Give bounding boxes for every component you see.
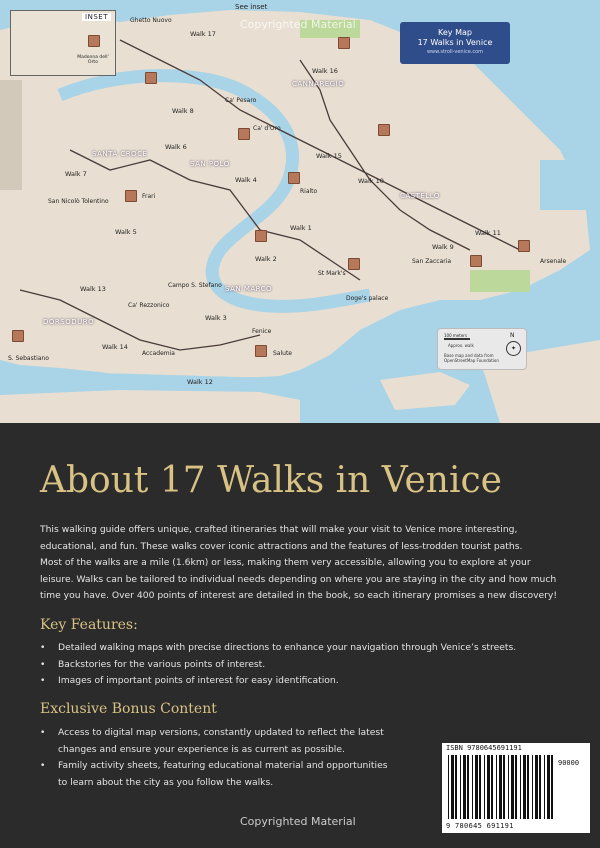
district-label: SAN POLO xyxy=(190,160,230,168)
walk-label: Walk 1 xyxy=(290,224,312,232)
place-label: Doge's palace xyxy=(346,295,389,302)
barcode-digits: 9 780645 691191 xyxy=(446,822,514,830)
barcode-bar xyxy=(508,755,509,819)
barcode-bar xyxy=(460,755,461,819)
walk-label: Walk 13 xyxy=(80,285,106,293)
barcode-bar xyxy=(503,755,505,819)
place-label: Campo S. Stefano xyxy=(168,282,222,289)
place-label: Salute xyxy=(273,350,292,357)
palace-icon xyxy=(145,72,157,84)
barcode-bar xyxy=(496,755,497,819)
list-item: • Images of important points of interest for easy identification. xyxy=(40,673,516,690)
barcode-bar xyxy=(535,755,538,819)
barcode-bar xyxy=(479,755,481,819)
barcode-bar xyxy=(487,755,490,819)
barcode-bar xyxy=(551,755,553,819)
place-label: Accademia xyxy=(142,350,175,357)
bonus-content-title: Exclusive Bonus Content xyxy=(40,701,217,717)
place-label: Rialto xyxy=(300,188,318,195)
walk-label: Walk 11 xyxy=(475,229,501,237)
walk-label: Walk 12 xyxy=(187,378,213,386)
walk-label: Walk 16 xyxy=(312,67,338,75)
barcode-bar xyxy=(448,755,449,819)
key-map-url: www.stroll-venice.com xyxy=(426,49,484,55)
price-code: 90000 xyxy=(558,759,580,767)
gate-icon xyxy=(518,240,530,252)
see-inset-label: See inset xyxy=(235,3,268,11)
list-item xyxy=(40,725,388,758)
inset-map xyxy=(10,10,116,76)
isbn-text: ISBN 9780645691191 xyxy=(446,744,522,752)
barcode-bar xyxy=(520,755,521,819)
isbn-barcode xyxy=(442,743,590,833)
intro-line: educational, and fun. These walks cover iconic attractions and the features of less-trodden tourist paths. xyxy=(40,540,523,552)
palace-icon xyxy=(238,128,250,140)
list-item-line: • Family activity sheets, featuring educational material and opportunities xyxy=(58,760,388,771)
place-label: St Mark's xyxy=(318,270,346,277)
list-item xyxy=(40,758,388,791)
place-label: Frari xyxy=(142,193,156,200)
key-features-list xyxy=(40,640,516,690)
bridge-icon xyxy=(288,172,300,184)
north-label: N xyxy=(510,332,515,339)
district-label: SAN MARCO xyxy=(225,285,273,293)
watermark-text: Copyrighted Material xyxy=(240,815,356,828)
walk-label: Walk 14 xyxy=(102,343,128,351)
intro-line: This walking guide offers unique, crafted itineraries that will make your visit to Venice more interesting, xyxy=(40,524,518,535)
list-item-line: • Access to digital map versions, constantly updated to reflect the latest xyxy=(58,727,384,738)
basilica-icon xyxy=(348,258,360,270)
barcode-bar xyxy=(463,755,466,819)
barcode-bar xyxy=(515,755,517,819)
church-icon xyxy=(470,255,482,267)
watermark-text: Copyrighted Material xyxy=(240,18,356,31)
district-label: CANNAREGIO xyxy=(292,80,345,88)
barcode-bar xyxy=(467,755,469,819)
place-label: Ghetto Nuovo xyxy=(130,17,172,24)
place-label: Ca' Pesaro xyxy=(225,97,257,104)
walk-label: Walk 4 xyxy=(235,176,257,184)
barcode-bar xyxy=(451,755,454,819)
walk-label: Walk 5 xyxy=(115,228,137,236)
place-label: Arsenale xyxy=(540,258,567,265)
inset-caption: Madonna dell' Orto xyxy=(77,55,109,65)
barcode-bar xyxy=(547,755,550,819)
intro-paragraph xyxy=(40,522,588,605)
compass-icon: ✦ xyxy=(506,341,521,356)
walk-label: Walk 10 xyxy=(358,177,384,185)
key-map-box xyxy=(400,22,510,64)
district-label: SANTA CROCE xyxy=(92,150,148,158)
walk-label: Walk 9 xyxy=(432,243,454,251)
place-label: Ca' Rezzonico xyxy=(128,302,170,309)
barcode-bar xyxy=(539,755,541,819)
barcode-bar xyxy=(491,755,493,819)
barcode-bar xyxy=(532,755,533,819)
inset-title: INSET xyxy=(82,13,111,21)
scale-legend xyxy=(437,328,527,370)
barcode-bar xyxy=(455,755,457,819)
walk-label: Walk 3 xyxy=(205,314,227,322)
barcode-bar xyxy=(472,755,473,819)
intro-line: leisure. Walks can be tailored to individual needs depending on where you are staying in the city and how much xyxy=(40,573,557,585)
barcode-graphic xyxy=(448,755,556,821)
district-label: CASTELLO xyxy=(400,192,440,200)
walk-label: Walk 6 xyxy=(165,143,187,151)
church-icon xyxy=(255,345,267,357)
place-label: S. Sebastiano xyxy=(8,355,49,362)
barcode-bar xyxy=(484,755,485,819)
bonus-content-list xyxy=(40,725,388,791)
place-label: Fenice xyxy=(252,328,272,335)
tower-icon xyxy=(255,230,267,242)
walk-label: Walk 17 xyxy=(190,30,216,38)
intro-line: time you have. Over 400 points of interest are detailed in the book, so each itinerary promises a new discovery! xyxy=(40,590,558,601)
list-item-line: changes and ensure your experience is as current as possible. xyxy=(58,743,345,755)
barcode-bar xyxy=(544,755,545,819)
church-icon xyxy=(378,124,390,136)
barcode-bar xyxy=(523,755,526,819)
barcode-bar xyxy=(499,755,502,819)
place-label: San Zaccaria xyxy=(412,258,452,265)
list-item: • Detailed walking maps with precise directions to enhance your navigation through Venice’s streets. xyxy=(40,640,516,657)
key-map-title: 17 Walks in Venice xyxy=(417,38,493,47)
page-title: About 17 Walks in Venice xyxy=(40,460,502,501)
intro-line: Most of the walks are a mile (1.6km) or less, making them very accessible, allowing you to explore at your xyxy=(40,557,531,568)
church-icon xyxy=(88,35,100,47)
list-item-line: to learn about the city as you follow the walks. xyxy=(58,776,274,788)
barcode-bar xyxy=(511,755,514,819)
walk-label: Walk 2 xyxy=(255,255,277,263)
church-icon xyxy=(125,190,137,202)
venice-key-map xyxy=(0,0,600,423)
walk-label: Walk 7 xyxy=(65,170,87,178)
walk-label: Walk 8 xyxy=(172,107,194,115)
place-label: Ca' d'Oro xyxy=(253,125,281,132)
place-label: San Nicolò Tolentino xyxy=(48,198,109,205)
key-features-title: Key Features: xyxy=(40,617,138,633)
barcode-bar xyxy=(475,755,478,819)
scale-approx: Approx. walk xyxy=(448,343,474,348)
key-map-label: Key Map xyxy=(438,28,472,37)
barcode-bar xyxy=(527,755,529,819)
scale-distance: 100 meters xyxy=(444,333,470,340)
church-icon xyxy=(12,330,24,342)
scale-attribution: Base map and data from OpenStreetMap Foundation xyxy=(444,353,499,363)
list-item: • Backstories for the various points of interest. xyxy=(40,657,516,674)
walk-label: Walk 15 xyxy=(316,152,342,160)
district-label: DORSODURO xyxy=(43,318,95,326)
church-icon xyxy=(338,37,350,49)
